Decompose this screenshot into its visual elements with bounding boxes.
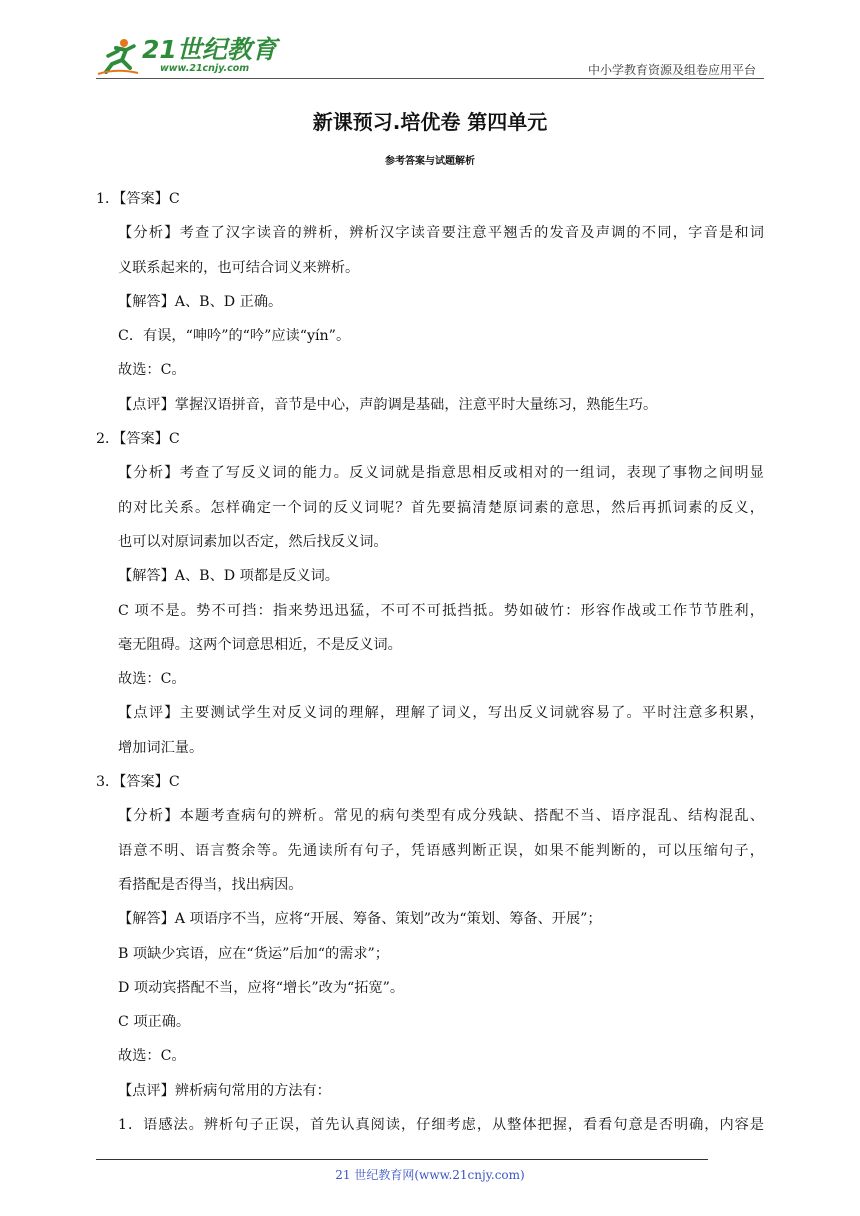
footer-link[interactable]: 21 世纪教育网(www.21cnjy.com) — [335, 1168, 525, 1182]
page-subtitle: 参考答案与试题解析 — [385, 156, 475, 167]
text-line: 的对比关系。怎样确定一个词的反义词呢？首先要搞清楚原词素的意思，然后再抓词素的反义， — [118, 499, 764, 516]
page-header — [96, 34, 764, 78]
header-platform-text: 中小学教育资源及组卷应用平台 — [587, 63, 756, 77]
text-line: 故选：C。 — [118, 362, 186, 379]
text-line: 毫无阻碍。这两个词意思相近，不是反义词。 — [118, 636, 402, 653]
question-2-answer: 2．【答案】C — [96, 431, 180, 448]
text-line: B 项缺少宾语，应在“货运”后加“的需求”； — [118, 945, 389, 962]
logo-text: 21世纪教育 — [142, 35, 277, 64]
runner-logo-icon — [96, 36, 140, 76]
text-line: 增加词汇量。 — [118, 739, 204, 756]
logo — [96, 34, 277, 78]
text-line: 义联系起来的，也可结合词义来辨析。 — [118, 259, 360, 276]
text-line: 【点评】掌握汉语拼音，音节是中心，声韵调是基础，注意平时大量练习，熟能生巧。 — [118, 396, 658, 413]
text-line: D 项动宾搭配不当，应将“增长”改为“拓宽”。 — [118, 979, 405, 996]
text-line: 【点评】辨析病句常用的方法有： — [118, 1082, 331, 1099]
question-3-answer: 3．【答案】C — [96, 774, 180, 791]
text-line: 故选：C。 — [118, 1048, 186, 1065]
text-line: C 项正确。 — [118, 1014, 191, 1031]
logo-url: www.21cnjy.com — [160, 63, 250, 74]
text-line: C．有误，“呻吟”的“吟”应读“yín”。 — [118, 328, 351, 345]
text-line: 故选：C。 — [118, 671, 186, 688]
text-line: 1．语感法。辨析句子正误，首先认真阅读，仔细考虑，从整体把握，看看句意是否明确，内容是 — [118, 1117, 764, 1134]
text-line: 【点评】主要测试学生对反义词的理解，理解了词义，写出反义词就容易了。平时注意多积累， — [118, 705, 764, 722]
text-line: 【解答】A、B、D 项都是反义词。 — [118, 568, 339, 585]
text-line: 看搭配是否得当，找出病因。 — [118, 876, 303, 893]
text-line: C 项不是。势不可挡：指来势迅迅猛，不可不可抵挡抵。势如破竹：形容作战或工作节节胜利， — [118, 602, 764, 619]
question-1-answer: 1．【答案】C — [96, 191, 180, 207]
text-line: 也可以对原词素加以否定，然后找反义词。 — [118, 533, 388, 550]
footer-divider — [96, 1159, 708, 1160]
text-line: 【分析】考查了写反义词的能力。反义词就是指意思相反或相对的一组词，表现了事物之间明显 — [118, 465, 764, 482]
page-title: 新课预习.培优卷 第四单元 — [312, 110, 548, 134]
text-line: 【分析】本题考查病句的辨析。常见的病句类型有成分残缺、搭配不当、语序混乱、结构混乱、 — [118, 808, 764, 825]
text-line: 语意不明、语言赘余等。先通读所有句子，凭语感判断正误，如果不能判断的，可以压缩句子， — [118, 842, 764, 859]
text-line: 【解答】A 项语序不当，应将“开展、筹备、策划”改为“策划、筹备、开展”； — [118, 911, 602, 928]
text-line: 【解答】A、B、D 正确。 — [118, 293, 283, 310]
header-divider — [96, 78, 764, 79]
text-line: 【分析】考查了汉字读音的辨析，辨析汉字读音要注意平翘舌的发音及声调的不同，字音是和词 — [118, 225, 764, 242]
answer-content — [96, 182, 764, 1142]
